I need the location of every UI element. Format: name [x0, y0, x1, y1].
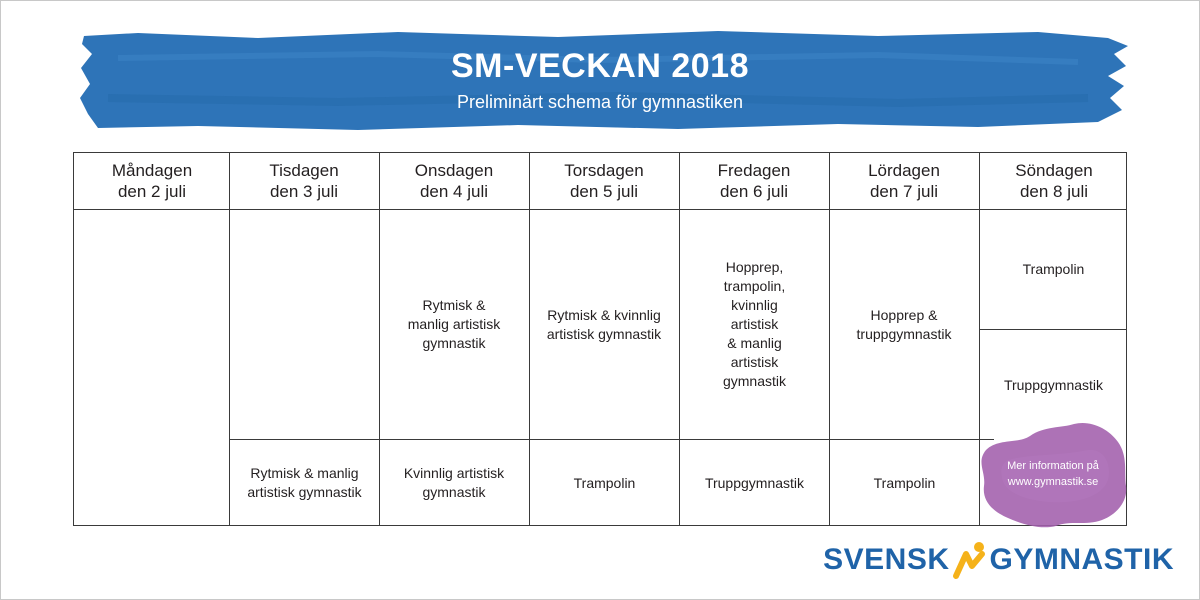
logo-text-right: GYMNASTIK	[989, 543, 1174, 576]
day-header-wednesday	[379, 153, 529, 209]
day-name: Söndagen	[1015, 161, 1093, 180]
gymnast-figure-icon	[952, 540, 988, 580]
event-line: kvinnlig	[731, 297, 778, 313]
event-sunday-middle: Truppgymnastik	[1003, 376, 1104, 393]
day-name: Torsdagen	[564, 161, 644, 180]
day-date: den 4 juli	[419, 182, 489, 201]
event-thursday-upper: Rytmisk & kvinnlig artistisk gymnastik	[546, 306, 662, 342]
logo-text-left: SVENSK	[823, 543, 950, 576]
day-name: Fredagen	[717, 161, 791, 180]
day-header-thursday	[529, 153, 679, 209]
day-name: Lördagen	[868, 161, 940, 180]
day-date: den 3 juli	[269, 182, 339, 201]
event-wednesday-upper: Rytmisk & manlig artistisk gymnastik	[407, 297, 501, 351]
event-thursday-lower: Trampolin	[573, 474, 636, 491]
event-line: Hopprep,	[725, 259, 784, 275]
day-date: den 2 juli	[117, 182, 187, 201]
day-header-tuesday	[229, 153, 379, 209]
schedule-table	[73, 152, 1127, 526]
event-tuesday-lower: Rytmisk & manlig artistisk gymnastik	[247, 465, 362, 500]
svensk-gymnastik-logo	[823, 540, 1174, 580]
info-badge-text	[978, 458, 1128, 490]
event-saturday-lower: Trampolin	[873, 474, 936, 491]
info-badge-line1: Mer information på	[1007, 460, 1099, 472]
day-header-sunday	[979, 153, 1129, 209]
day-date: den 5 juli	[569, 182, 639, 201]
day-header-friday	[679, 153, 829, 209]
event-line: trampolin,	[723, 278, 786, 294]
event-friday-upper	[680, 210, 829, 439]
info-badge-url[interactable]: www.gymnastik.se	[1007, 476, 1099, 488]
day-header-saturday	[829, 153, 979, 209]
event-line: artistisk	[730, 354, 779, 370]
info-badge	[978, 420, 1128, 530]
day-date: den 6 juli	[719, 182, 789, 201]
day-date: den 8 juli	[1019, 182, 1089, 201]
page-title: SM-VECKAN 2018	[451, 47, 749, 85]
event-line: artistisk	[730, 316, 779, 332]
event-friday-lower: Truppgymnastik	[704, 474, 805, 491]
event-line: & manlig	[727, 335, 782, 351]
event-line: gymnastik	[722, 373, 787, 389]
day-date: den 7 juli	[869, 182, 939, 201]
day-header-monday	[77, 153, 227, 209]
event-sunday-top: Trampolin	[1022, 261, 1085, 277]
event-wednesday-lower: Kvinnlig artistisk gymnastik	[403, 465, 505, 500]
day-name: Onsdagen	[414, 161, 494, 180]
day-name: Måndagen	[111, 161, 193, 180]
event-saturday-upper: Hopprep & truppgymnastik	[856, 306, 952, 342]
day-name: Tisdagen	[269, 161, 339, 180]
page-subtitle: Preliminärt schema för gymnastiken	[456, 92, 744, 112]
